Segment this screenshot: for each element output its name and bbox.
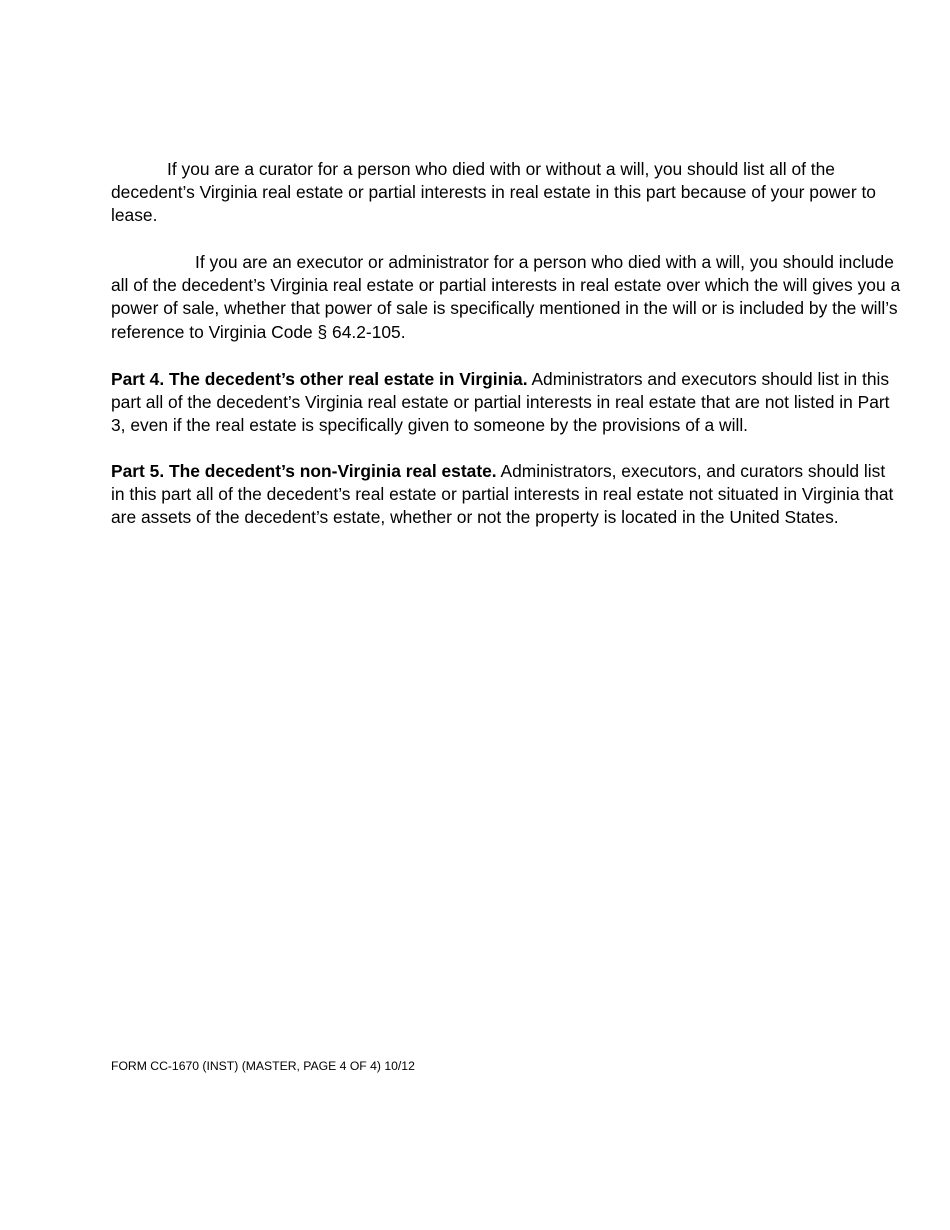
- part5-section: [111, 460, 901, 530]
- form-footer: FORM CC-1670 (INST) (MASTER, PAGE 4 OF 4) 10/12: [111, 1059, 415, 1073]
- part4-section: [111, 368, 901, 438]
- curator-paragraph: If you are a curator for a person who died with or without a will, you should list all of the decedent’s Virginia real estate or partial interests in real estate in this part because of your power to lease.: [111, 159, 876, 226]
- executor-paragraph: If you are an executor or administrator for a person who died with a will, you should include all of the decedent’s Virginia real estate or partial interests in real estate over which the will gives you a power of sale, whether that power of sale is specifically mentioned in the will or is included by the will’s reference to Virginia Code § 64.2-105.: [111, 252, 901, 342]
- part5-heading: Part 5. The decedent’s non-Virginia real estate.: [111, 461, 497, 481]
- part5-body: Administrators, executors, and curators should list in this part all of the decedent’s real estate or partial interests in real estate not situated in Virginia that are assets of the decedent’s estate, whether or not the property is located in the United States.: [111, 461, 894, 528]
- part4-body: Administrators and executors should list in this part all of the decedent’s Virginia real estate or partial interests in real estate that are not listed in Part 3, even if the real estate is specifically given to someone by the provisions of a will.: [111, 369, 890, 436]
- part4-heading: Part 4. The decedent’s other real estate in Virginia.: [111, 369, 528, 389]
